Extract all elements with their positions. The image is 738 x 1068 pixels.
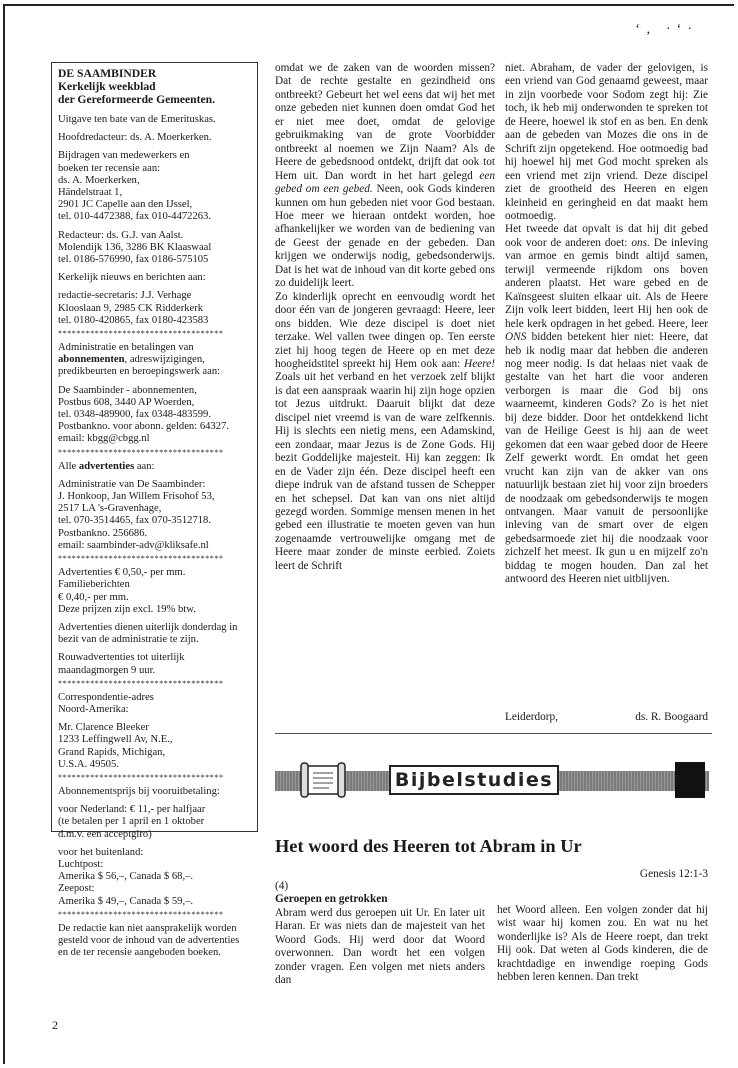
paragraph [505, 223, 708, 586]
line: d.m.v. een acceptgiro) [58, 828, 152, 840]
line: tel. 0186-576990, fax 0186-575105 [58, 254, 209, 266]
star-divider: ************************************ [58, 447, 224, 457]
colophon-box [51, 62, 258, 959]
star-divider: ************************************ [58, 554, 224, 564]
rouwadvertenties: Rouwadvertenties tot uiterlijk maandagmorgen 9 uur. [58, 652, 185, 676]
masthead-subtitle: Kerkelijk weekblad [58, 80, 156, 93]
emphasis: Heere! [464, 357, 495, 370]
star-divider: ************************************ [58, 678, 224, 688]
email: email: saambinder-adv@kliksafe.nl [58, 539, 209, 551]
line: € 0,40,- per mm. [58, 591, 129, 603]
text: Zo kinderlijk oprecht en eenvoudig wordt het door één van de jongeren gevraagd: Heere, leer ons bidden. Wie deze discipel is doet niet terzake. Wel vallen twee dingen op. Ten eerste ziet hij hoog tegen de Heere op en met deze hoogheidstitel spreekt hij Hem ook aan: [275, 290, 495, 370]
redacteur [58, 230, 251, 267]
line: Noord-Amerika: [58, 703, 129, 715]
line: 2901 JC Capelle aan den IJssel, [58, 199, 193, 211]
paragraph [275, 62, 495, 291]
text: Zoals uit het verband en het verzoek zelf blijkt is dat een aanspraak waarin hij zijn hoge opzien tot Jezus uitdrukt. Daaruit blijkt dat deze discipel niet vreemd is van de ware zelfkennis. Hij is slechts een nietig mens, een Adamskind, een zondaar, maar Jezus is de Zone Gods. Hij bezit Goddelijke majesteit. Hij kan zeggen: Ik en de Vader zijn één. Deze discipel heeft een diepe indruk van de afstand tussen de Schepper en het schepsel. Dat kan van ons niet altijd gezegd worden. Sommige mensen menen in het gebed een illustratie te moeten geven van hun zogenaamde vertrouwelijke omgang met de Heere maar zonder de minste eerbied. Zoiets leert de Schrift [275, 371, 495, 572]
line: (te betalen per 1 april en 1 oktober [58, 816, 205, 828]
line: Postbankno. voor abonn. gelden: 64327. [58, 421, 229, 433]
line: voor het buitenland: [58, 846, 144, 858]
article-column-2 [497, 904, 708, 985]
emphasis: ONS [505, 331, 527, 344]
text: aan: [134, 460, 155, 472]
line: Amerika $ 56,–, Canada $ 68,–. [58, 871, 194, 883]
line: boeken ter recensie aan: [58, 162, 161, 174]
star-divider: ************************************ [58, 772, 224, 782]
paragraph [275, 291, 495, 574]
star-divider: ************************************ [58, 329, 224, 339]
line: redactie-secretaris: J.J. Verhage [58, 290, 192, 302]
line: U.S.A. 49505. [58, 758, 119, 770]
prijs-buitenland [58, 847, 251, 908]
text: De inleving van armoe en gemis bindt altijd samen, terwijl vermeende rijkdom ons boven anderen plaatst. Het ware gebed en de Kaïnsgeest sluiten elkaar uit. Als de Heere Zijn volk leert bidden, leert Hij hen ook de hele kerk opdragen in het gebed. Heere, leer [505, 236, 708, 330]
column-3 [505, 62, 708, 587]
paragraph: Abram werd dus geroepen uit Ur. En later uit Haran. Er was niets dan de majesteit van het Woord Gods. Hij werd door dat Woord overwonnen. Dan wordt het een volgen zonder vragen. Een volgen met niets anders dan [275, 906, 485, 987]
scan-border-left [3, 4, 5, 1064]
email: email: kbgg@cbgg.nl [58, 433, 150, 445]
emphasis: ons. [631, 236, 650, 249]
na-contact [58, 722, 251, 771]
scroll-icon [293, 762, 353, 798]
prijs-nederland [58, 804, 251, 841]
text: omdat we de zaken van de woorden missen? Dat de rechte gestalte en gezindheid ons ontbreekt? Gebeurt het wel eens dat wij het met onze gebeden niet kunnen doen omdat God het er niet mee doet, omdat de gelovige gebruikmaking van de grote Voorbidder ontbreekt al noemen we Zijn Naam? Als de Heere de gebedsnood ontdekt, drijft dat ook tot Hem uit. Dan wordt in het hart gelegd [275, 62, 495, 182]
line: Händelstraat 1, [58, 187, 123, 199]
line: voor Nederland: € 11,- per halfjaar [58, 804, 206, 816]
masthead [58, 67, 251, 106]
masthead-title: DE SAAMBINDER [58, 67, 157, 80]
line: tel. 0180-420865, fax 0180-423583 [58, 314, 209, 326]
kerknieuws: Kerkelijk nieuws en berichten aan: [58, 272, 206, 284]
line: Redacteur: ds. G.J. van Aalst. [58, 229, 184, 241]
line: Advertenties € 0,50,- per mm. [58, 567, 186, 579]
text: Alle [58, 460, 79, 472]
line: tel. 0348-489900, fax 0348-483599. [58, 409, 211, 421]
page-number: 2 [52, 1018, 58, 1032]
line: tel. 070-3514465, fax 070-3512718. [58, 515, 211, 527]
line: De Saambinder - abonnementen, [58, 384, 197, 396]
line: Postbankno. 256686. [58, 527, 148, 539]
bijdragen [58, 150, 251, 223]
advertenties-kop [58, 461, 251, 473]
deadline: Advertenties dienen uiterlijk donderdag in bezit van de administratie te zijn. [58, 621, 238, 646]
line: Luchtpost: [58, 858, 104, 870]
scan-border-top [4, 4, 734, 6]
abonnementen-adres [58, 385, 251, 446]
text: , adreswijzigingen, predikbeurten en beroepingswerk aan: [58, 354, 221, 378]
text: bidden betekent hier niet: Heere, dat heb ik nodig maar dat hebben die anderen nog meer nodig. Is dat helaas niet vaak de gestalte van het hart die voor anderen verborgen is maar die God bij ons waarneemt, kinderen Gods? Zo is het niet bij deze bidder. Door het ontdekkend licht van de Heilige Geest is hij aan de weet gekomen dat een waar gebed door de Heere Zelf gewerkt wordt. En omdat het geen vrucht kan zijn van de akker van ons natuurlijk bestaan ziet hij voor zijn broeders de noodzaak om gebedsonderwijs te mogen ontvangen. Maar vanuit de persoonlijke inleving van de smart over de eigen gebedsarmoede ziet hij die noodzaak voor zichzelf het meest. Ik gun u en mijzelf zo'n biddag te mogen houden. Dan zal het antwoord des Heeren niet uitblijven. [505, 331, 708, 586]
line: tel. 010-4472388, fax 010-4472263. [58, 211, 211, 223]
column-2 [275, 62, 495, 573]
section-rule [275, 733, 712, 734]
uitgave: Uitgave ten bate van de Emerituskas. [58, 114, 216, 125]
line: ds. A. Moerkerken, [58, 174, 140, 186]
line: Amerika $ 49,–, Canada $ 59,–. [58, 895, 194, 907]
text: Het tweede dat opvalt is dat hij dit gebed ook voor de anderen doet: [505, 223, 708, 249]
article-title: Het woord des Heeren tot Abram in Ur [275, 836, 582, 856]
paragraph: het Woord alleen. Een volgen zonder dat hij wist waar hij komen zou. En wat nu het wonderlijke is? Als de Heere roept, dan trekt Hij ook. Dat weten al Gods kinderen, die de krachtdadige en inwendige roeping Gods hebben leren kennen. Dan trekt [497, 904, 708, 984]
article-subtitle: Geroepen en getrokken [275, 893, 388, 906]
line: Deze prijzen zijn excl. 19% btw. [58, 603, 196, 615]
line: Mr. Clarence Bleeker [58, 722, 149, 734]
line: Familieberichten [58, 579, 130, 591]
tarieven [58, 567, 251, 616]
line: Klooslaan 9, 2985 CK Ridderkerk [58, 302, 204, 314]
line: Molendijk 136, 3286 BK Klaaswaal [58, 241, 212, 253]
article-number: (4) [275, 880, 289, 892]
line: J. Honkoop, Jan Willem Frisohof 53, [58, 491, 215, 503]
banner-end-block [675, 762, 705, 798]
text: Neen, ook Gods kinderen kunnen om hun gebeden niet voor God bestaan. Hoe meer we hieraan ontdekt worden, hoe afhankelijker we worden van de bediening van de Geest der genade en der gebeden. Dan krijgen we onderwijs nodig, gebedsonderwijs. Dat is het wat de inhoud van dit korte gebed ons zo duidelijk leert. [275, 183, 496, 290]
text: Administratie en betalingen van [58, 342, 194, 354]
emphasis: een gebed om een gebed. [275, 169, 495, 196]
bible-reference: Genesis 12:1-3 [639, 868, 708, 880]
advertenties-adres [58, 479, 251, 552]
masthead-subtitle-2: der Gereformeerde Gemeenten. [58, 93, 215, 106]
line: Correspondentie-adres [58, 691, 154, 703]
line: Zeepost: [58, 883, 95, 895]
na-adres [58, 692, 251, 716]
text-bold: advertenties [78, 460, 135, 472]
prijs-kop: Abonnementsprijs bij vooruitbetaling: [58, 785, 220, 797]
star-divider: ************************************ [58, 909, 224, 919]
author: ds. R. Boogaard [635, 711, 708, 723]
article-column-1 [275, 880, 485, 988]
disclaimer: De redactie kan niet aansprakelijk worden gesteld voor de inhoud van de advertenties en de ter recensie aangeboden boeken. [58, 922, 240, 959]
place: Leiderdorp, [505, 711, 559, 723]
line: Bijdragen van medewerkers en [58, 150, 190, 162]
line: Grand Rapids, Michigan, [58, 746, 166, 758]
line: Administratie van De Saambinder: [58, 478, 206, 490]
line: Postbus 608, 3440 AP Woerden, [58, 396, 195, 408]
section-banner [275, 762, 709, 798]
text-bold: abonnementen [58, 354, 125, 366]
paragraph: niet. Abraham, de vader der gelovigen, is een vriend van God genaamd geweest, maar in zijn voorbede voor Sodom zegt hij: Zie toch, ik heb mij onderwonden te spreken tot de Heere, hoewel ik stof en as ben. En denk aan de gebeden van Mozes die ons in de Schrift zijn opgetekend. Hoe ootmoedig bad hij hoewel hij met God mocht spreken als een vriend met zijn vriend. Deze discipel ziet de grootheid des Heeren en eigen kleinheid en geringheid en dat maakt hem ootmoedig. [505, 62, 708, 222]
corner-marks: ‘‚ ·‘· [635, 22, 698, 37]
banner-title: Bijbelstudies [389, 765, 559, 795]
line: 1233 Leffingwell Av, N.E., [58, 734, 173, 746]
administratie [58, 342, 251, 379]
signature [505, 711, 708, 723]
secretaris [58, 290, 251, 327]
hoofdredacteur: Hoofdredacteur: ds. A. Moerkerken. [58, 132, 212, 144]
line: 2517 LA 's-Gravenhage, [58, 503, 162, 515]
